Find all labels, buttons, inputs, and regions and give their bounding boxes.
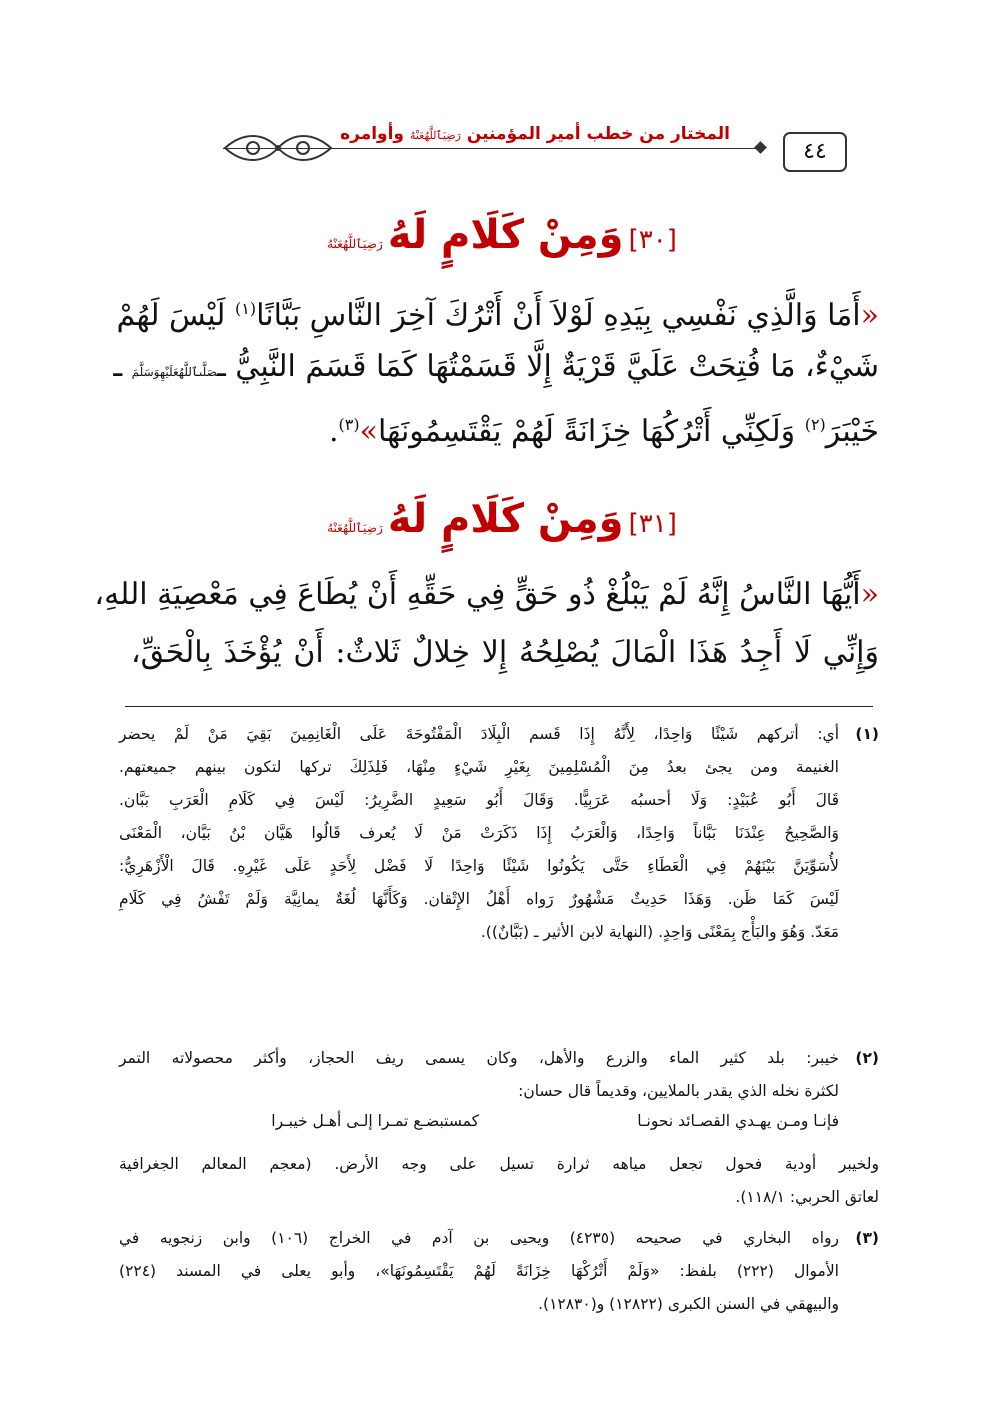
footnote-ref[interactable]: (١) <box>234 299 257 318</box>
footnote-text: أي: أتركهم شَيْئًا وَاحِدًا، لِأَنَّهُ إِذَا قَسم الْبِلَادَ الْمَفْتُوحَةَ عَلَى الْغَانِمِينَ بَقِيَ مَنْ لَمْ يحضر <box>119 725 839 743</box>
footnote-2 <box>119 1042 879 1108</box>
footnote-text: مَعَدّ. وَهُوَ والبَأْج بِمَعْنًى وَاحِدٍ. (النهاية لابن الأثير ـ (بَبَّانٌ)). <box>480 923 839 941</box>
quote-text: لَيْسَ لَهُمْ <box>116 298 235 333</box>
running-title <box>340 124 730 144</box>
footnote-text: الغنيمة ومن يجئ بعدُ مِنَ الْمُسْلِمِينَ بِغَيْرِ شَيْءٍ مِنْهَا، فَلِذَلِكَ تركها لتكون بينهم جميعتهم. <box>119 758 839 776</box>
footnote-number: (٣) <box>855 1229 879 1247</box>
quote-text: وَلَكِنِّي أَتْرُكُهَا خِزَانَةً لَهُمْ يَقْتَسِمُونَهَا <box>377 414 805 449</box>
section-honorific: رَضِيَٱللَّهُعَنْهُ <box>327 521 383 535</box>
footnote-text: قَالَ أَبُو عُبَيْدٍ: وَلَا أحسبُه عَرَبِيًّا. وَقَالَ أَبُو سَعِيدٍ الضَّرِيرُ: لَيْسَ فِي كَلَامِ الْعَرَبِ بَبَّان. <box>119 791 839 809</box>
poem-verse <box>119 1105 839 1138</box>
quote-text: أَيُّهَا النَّاسُ إِنَّهُ لَمْ يَبْلُغْ ذُو حَقٍّ فِي حَقِّهِ أَنْ يُطَاعَ فِي مَعْصِيَةِ اللهِ، <box>94 577 861 612</box>
page-header <box>125 118 885 174</box>
quote-text: ـ <box>113 349 132 384</box>
footnote-text: لَيْسَ كَمَا ظَن. وَهَذَا حَدِيثٌ مَشْهُورٌ رَواه أَهْلُ الإِتْقان. وَكَأَنَّهَا لُغَةٌ يمانِيَّة وَلَمْ تَفْشُ فِي كَلَامِ <box>119 890 839 908</box>
page-number: ٤٤ <box>783 132 847 172</box>
quote-line <box>131 404 879 453</box>
quote-line <box>94 574 879 616</box>
header-diamond-icon <box>754 141 767 154</box>
open-quote-mark: « <box>860 298 879 333</box>
footnote-1 <box>119 718 879 949</box>
quote-text: خَيْبَرَ <box>825 414 879 449</box>
quote-text: وَإِنِّي لَا أَجِدُ هَذَا الْمَالَ يُصْلِحُهُ إِلا خِلالٌ ثَلاثٌ: أَنْ يُؤْخَذَ بِالْحَقِّ، <box>131 635 879 670</box>
footnote-text: لعاتق الحربي: ١١٨/١). <box>735 1188 879 1206</box>
footnote-text: لأُسَوِّيَنَّ بَيْنَهُمْ فِي الْعَطَاءِ حَتَّى يَكُونُوا شَيْئًا وَاحِدًا لَا فَضْل لِأَحَدٍ عَلَى غَيْرِهِ. قَالَ الْأَزْهَرِيُّ: <box>119 857 839 875</box>
header-rule <box>223 148 757 149</box>
footnote-3 <box>119 1222 879 1321</box>
section-title: وَمِنْ كَلَامٍ لَهُ <box>387 212 624 258</box>
section-title: وَمِنْ كَلَامٍ لَهُ <box>387 496 624 542</box>
footnote-2-continued <box>119 1148 879 1214</box>
footnote-text: وَالصَّحِيحُ عِنْدَنَا بَبَّاناً وَاحِدًا، وَالْعَرَبُ إِذَا ذَكَرَتْ مَنْ لَا يُعرف قَالُوا هَيَّان بْنُ بَيَّان، الْمَعْنَى <box>119 824 839 842</box>
section-number: [٣٠] <box>628 225 677 255</box>
open-quote-mark: « <box>860 577 879 612</box>
section-honorific: رَضِيَٱللَّهُعَنْهُ <box>327 237 383 251</box>
footnote-ref[interactable]: (٢) <box>804 415 826 434</box>
close-quote-mark: » <box>359 414 378 449</box>
section-heading-30 <box>0 212 1004 258</box>
footnote-text: الأموال (٢٢٢) بلفظ: «وَلَمْ أَتْرُكْهَا خِزَانَةً لَهُمْ يَقْتَسِمُونَهَا»، وأبو يعلى في المسند (٢٢٤) <box>119 1262 839 1280</box>
quote-line <box>116 288 879 337</box>
footnote-text: والبيهقي في السنن الكبرى (١٢٨٢٢) و(١٢٨٣٠). <box>538 1295 839 1313</box>
poem-hemistich-1: فإنـا ومـن يهـدي القصـائد نحونـا <box>637 1112 839 1130</box>
footnote-text: خيبر: بلد كثير الماء والزرع والأهل، وكان يسمى ريف الحجاز، وأكثر محصولاته التمر <box>119 1049 839 1067</box>
quote-text: أَمَا وَالَّذِي نَفْسِي بِيَدِهِ لَوْلاَ أَنْ أَتْرُكَ آخِرَ النَّاسِ بَبَّانًا <box>256 298 861 333</box>
section-heading-31 <box>0 496 1004 542</box>
footnote-number: (١) <box>855 725 879 743</box>
prophet-honorific: صَلَّىٱللَّهُعَلَيْهِوَسَلَّمَ <box>131 365 217 379</box>
poem-hemistich-2: كمستبضـع تمـرا إلـى أهـل خيبـرا <box>271 1112 479 1130</box>
section-number: [٣١] <box>628 509 677 539</box>
running-title-honorific: رَضِيَٱللَّهُعَنْهُ <box>409 129 461 142</box>
footnote-text: رواه البخاري في صحيحه (٤٢٣٥) ويحيى بن آدم في الخراج (١٠٦) وابن زنجويه في <box>119 1229 839 1247</box>
footnote-text: ولخيبر أودية فحول تجعل مياهه ثرارة تسيل على وجه الأرض. (معجم المعالم الجغرافية <box>119 1155 879 1173</box>
footnote-separator <box>125 706 873 707</box>
punctuation: . <box>328 414 339 449</box>
running-title-suffix: وأوامره <box>340 124 405 144</box>
footnote-ref[interactable]: (٣) <box>338 415 360 434</box>
footnote-number: (٢) <box>855 1049 879 1067</box>
quote-line <box>113 346 879 393</box>
running-title-text: المختار من خطب أمير المؤمنين <box>466 124 730 144</box>
quote-line <box>131 632 879 674</box>
footnote-text: لكثرة نخله الذي يقدر بالملايين، وقديماً قال حسان: <box>518 1082 839 1100</box>
quote-text: شَيْءٌ، مَا فُتِحَتْ عَلَيَّ قَرْيَةٌ إِلَّا قَسَمْتُهَا كَمَا قَسَمَ النَّبِيُّ ـ <box>216 349 879 384</box>
